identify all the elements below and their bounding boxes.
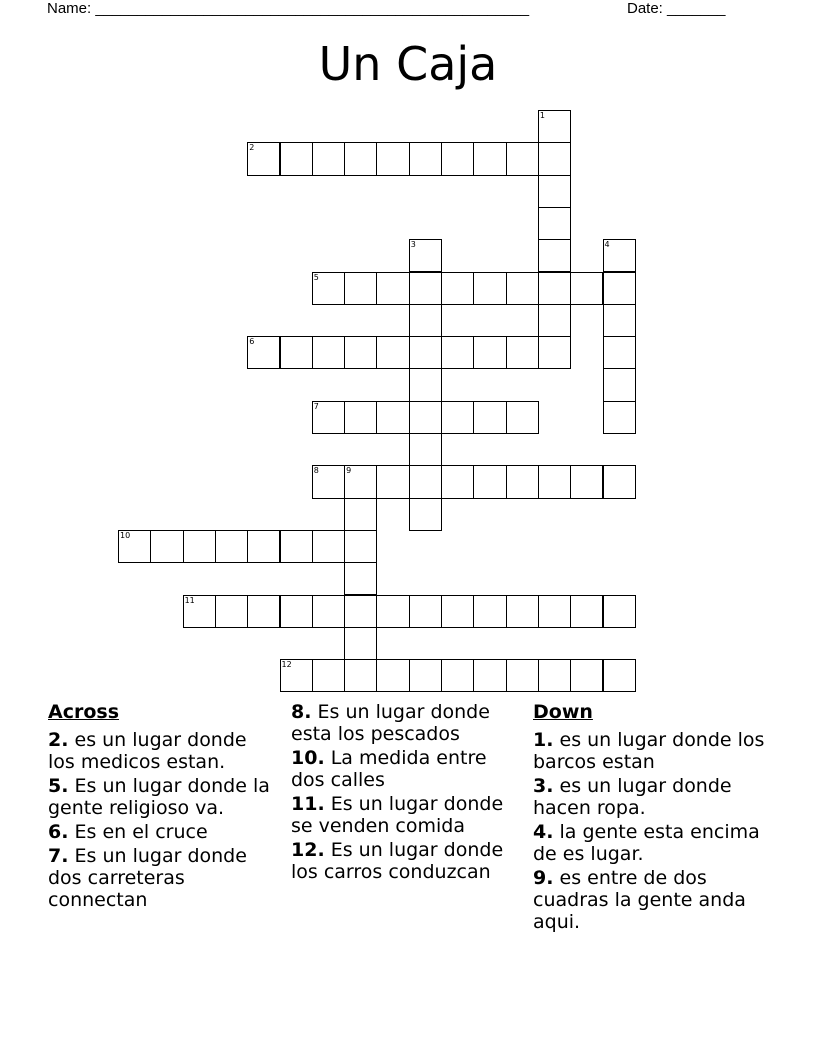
clue-number: 4 (604, 240, 610, 250)
grid-cell[interactable] (441, 595, 474, 628)
name-field: Name: ____________________________________________________ (47, 0, 530, 17)
grid-cell[interactable] (247, 530, 280, 563)
down-clue: 4. la gente esta encima de es lugar. (533, 821, 760, 865)
grid-cell[interactable] (376, 272, 409, 305)
grid-cell[interactable] (312, 530, 345, 563)
across-clue: 7. Es un lugar donde dos carreteras connectan (48, 845, 247, 911)
across-clue: 10. La medida entre dos calles (291, 747, 487, 791)
clue-number: 1 (539, 111, 545, 120)
clue-number: 7 (313, 401, 319, 411)
down-clue: 3. es un lugar donde hacen ropa. (533, 775, 732, 819)
grid-cell[interactable] (376, 595, 409, 628)
grid-cell[interactable] (473, 336, 506, 369)
grid-cell[interactable] (473, 595, 506, 628)
grid-cell[interactable] (344, 659, 377, 692)
grid-cell[interactable] (473, 142, 506, 175)
grid-cell[interactable] (538, 304, 571, 337)
grid-cell[interactable] (570, 595, 603, 628)
grid-cell[interactable] (409, 465, 442, 498)
grid-cell[interactable] (441, 272, 474, 305)
grid-cell[interactable] (344, 142, 377, 175)
grid-cell[interactable] (538, 659, 571, 692)
grid-cell[interactable] (538, 142, 571, 175)
grid-cell[interactable] (506, 336, 539, 369)
grid-cell[interactable] (150, 530, 183, 563)
down-heading: Down (533, 701, 593, 723)
across-clue: 11. Es un lugar donde se venden comida (291, 793, 504, 837)
grid-cell[interactable] (538, 175, 571, 208)
grid-cell[interactable] (506, 659, 539, 692)
grid-cell[interactable] (344, 627, 377, 660)
grid-cell[interactable] (409, 368, 442, 401)
across-clues-column-2 (291, 701, 523, 885)
clue-number: 11 (184, 595, 195, 605)
grid-cell[interactable] (409, 401, 442, 434)
grid-cell[interactable] (441, 142, 474, 175)
grid-cell[interactable] (603, 465, 636, 498)
across-clue: 12. Es un lugar donde los carros conduzcan (291, 839, 504, 883)
grid-cell[interactable] (280, 530, 313, 563)
across-heading: Across (48, 701, 120, 723)
grid-cell[interactable] (312, 142, 345, 175)
date-field: Date: _______ (627, 0, 726, 17)
grid-cell[interactable] (603, 595, 636, 628)
grid-cell[interactable] (344, 272, 377, 305)
page-title: Un Caja (318, 37, 498, 91)
grid-cell[interactable] (409, 272, 442, 305)
grid-cell[interactable] (344, 401, 377, 434)
grid-cell[interactable] (376, 142, 409, 175)
grid-cell[interactable] (344, 595, 377, 628)
grid-cell[interactable] (441, 336, 474, 369)
grid-cell[interactable] (441, 659, 474, 692)
clue-number: 2 (249, 143, 255, 153)
grid-cell[interactable] (376, 465, 409, 498)
grid-cell[interactable] (312, 659, 345, 692)
grid-cell[interactable] (603, 336, 636, 369)
grid-cell[interactable] (312, 336, 345, 369)
clue-number: 5 (313, 272, 319, 282)
grid-cell[interactable] (538, 595, 571, 628)
grid-cell[interactable] (280, 142, 313, 175)
across-clue: 5. Es un lugar donde la gente religioso va. (48, 775, 270, 819)
grid-cell[interactable] (344, 336, 377, 369)
grid-cell[interactable] (506, 595, 539, 628)
grid-cell[interactable] (409, 659, 442, 692)
grid-cell[interactable] (473, 659, 506, 692)
grid-cell[interactable] (376, 659, 409, 692)
grid-cell[interactable] (506, 142, 539, 175)
grid-cell[interactable] (441, 465, 474, 498)
grid-cell[interactable] (409, 336, 442, 369)
grid-cell[interactable] (603, 272, 636, 305)
grid-cell[interactable] (538, 207, 571, 240)
grid-cell[interactable] (473, 272, 506, 305)
grid-cell[interactable] (312, 595, 345, 628)
clue-number: 10 (120, 530, 131, 540)
grid-cell[interactable] (441, 401, 474, 434)
grid-cell[interactable] (280, 595, 313, 628)
grid-cell[interactable] (376, 401, 409, 434)
grid-cell[interactable] (538, 272, 571, 305)
grid-cell[interactable] (376, 336, 409, 369)
grid-cell[interactable] (344, 498, 377, 531)
clue-number: 12 (281, 660, 292, 670)
grid-cell[interactable] (538, 336, 571, 369)
down-clue: 9. es entre de dos cuadras la gente anda aqui. (533, 867, 746, 933)
grid-cell[interactable] (409, 433, 442, 466)
grid-cell[interactable] (215, 595, 248, 628)
grid-cell[interactable] (603, 304, 636, 337)
grid-cell[interactable] (603, 659, 636, 692)
grid-cell[interactable] (344, 562, 377, 595)
grid-cell[interactable] (570, 272, 603, 305)
grid-cell[interactable] (215, 530, 248, 563)
grid-cell[interactable] (247, 595, 280, 628)
grid-cell[interactable] (344, 530, 377, 563)
grid-cell[interactable] (409, 304, 442, 337)
grid-cell[interactable] (603, 368, 636, 401)
grid-cell[interactable] (570, 465, 603, 498)
down-clues-column (533, 701, 773, 935)
clue-number: 6 (249, 337, 255, 347)
grid-cell[interactable] (280, 336, 313, 369)
clue-number: 9 (346, 466, 352, 476)
clue-number: 8 (313, 466, 319, 476)
across-clue: 2. es un lugar donde los medicos estan. (48, 729, 247, 773)
clue-number: 3 (410, 240, 416, 250)
grid-cell[interactable] (183, 530, 216, 563)
grid-cell[interactable] (538, 239, 571, 272)
grid-cell[interactable] (409, 595, 442, 628)
grid-cell[interactable] (506, 272, 539, 305)
grid-cell[interactable] (506, 465, 539, 498)
down-clue: 1. es un lugar donde los barcos estan (533, 729, 765, 773)
across-clue: 6. Es en el cruce (48, 821, 208, 843)
grid-cell[interactable] (409, 142, 442, 175)
across-clue: 8. Es un lugar donde esta los pescados (291, 701, 490, 745)
grid-cell[interactable] (570, 659, 603, 692)
across-clues-column (48, 701, 278, 913)
grid-cell[interactable] (538, 465, 571, 498)
grid-cell[interactable] (506, 401, 539, 434)
grid-cell[interactable] (603, 401, 636, 434)
grid-cell[interactable] (473, 465, 506, 498)
grid-cell[interactable] (473, 401, 506, 434)
grid-cell[interactable] (409, 498, 442, 531)
